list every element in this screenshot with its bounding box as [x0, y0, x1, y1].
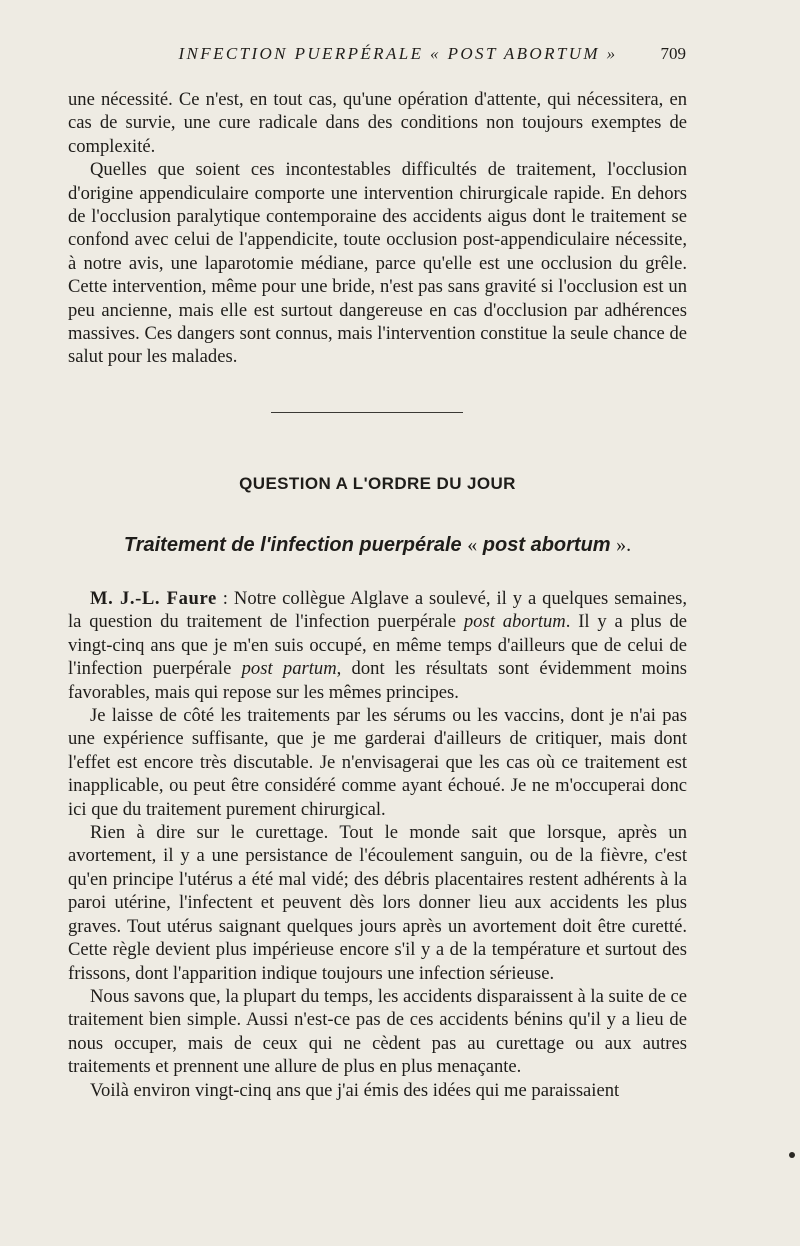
- paragraph: Quelles que soient ces incontestables difficultés de traitement, l'occlusion d'origine appendiculaire comporte une intervention chirurgicale rapide. En dehors de l'occlusion paralytique contemporaine des accidents aigus dont le traitement se confond avec celui de l'appendicite, toute occlusion post-appendiculaire nécessite, à notre avis, une laparotomie médiane, parce qu'elle est une occlusion du grêle. Cette intervention, même pour une bride, n'est pas sans gravité si l'occlusion est un peu ancienne, mais elle est surtout dangereuse en cas d'occlusion par adhérences massives. Ces dangers sont connus, mais l'intervention constitue la seule chance de salut pour les malades.: [68, 159, 687, 368]
- page-number: 709: [660, 44, 686, 63]
- paragraph-text: : Notre collègue Alglave a soulevé, il y a quelques semaines, la question du traitement de l'infection puerpérale: [68, 588, 687, 633]
- paragraph-text: , dont les résultats sont évidemment moins favorables, mais qui repose sur les mêmes principes.: [68, 658, 687, 703]
- paragraph-text: . Il y a plus de vingt-cinq ans que je m'en suis occupé, en même temps d'ailleurs que de celui de l'infection puerpérale: [68, 611, 687, 680]
- preceding-article-text: [68, 88, 687, 369]
- article-title-quote-open: «: [467, 534, 478, 556]
- running-head: [68, 44, 688, 70]
- speaker-name: M. J.-L. Faure: [90, 588, 217, 609]
- paragraph: Voilà environ vingt-cinq ans que j'ai émis des idées qui me paraissaient: [90, 1079, 620, 1101]
- paragraph: Nous savons que, la plupart du temps, les accidents disparaissent à la suite de ce traitement bien simple. Aussi n'est-ce pas de ces accidents bénins qu'il y a lieu de nous occuper, mais de ceux qui ne cèdent pas au curettage ou aux autres traitements et prennent une allure de plus en plus menaçante.: [68, 985, 687, 1078]
- article-body: [68, 587, 687, 1102]
- article-title-quote-close: ».: [616, 534, 632, 556]
- italic-term: post partum: [241, 658, 337, 680]
- article-title-quoted: post abortum: [482, 534, 611, 556]
- italic-term: post abortum: [463, 611, 566, 633]
- paragraph: une nécessité. Ce n'est, en tout cas, qu'une opération d'attente, qui nécessitera, en cas de survie, une cure radicale dans des conditions non toujours exemptes de complexité.: [68, 89, 687, 157]
- paragraph: Je laisse de côté les traitements par les sérums ou les vaccins, dont je n'ai pas une expérience suffisante, que je me garderai d'ailleurs de critiquer, mais dont l'effet est encore très discutable. Je n'envisagerai que les cas où ce traitement est inapplicable, ou peut être considéré comme ayant échoué. Je ne m'occuperai donc ici que du traitement purement chirurgical.: [68, 705, 687, 820]
- section-separator-rule: [271, 412, 463, 413]
- speaker-paragraph: [68, 587, 687, 704]
- article-title-main: Traitement de l'infection puerpérale: [123, 534, 462, 556]
- paragraph: Rien à dire sur le curettage. Tout le monde sait que lorsque, après un avortement, il y a une persistance de l'écoulement sanguin, ou de la fièvre, c'est qu'en principe l'utérus a été mal vidé; des débris placentaires restent adhérents à la paroi utérine, l'infectent et peuvent dès lors donner lieu aux accidents les plus graves. Tout utérus saignant quelques jours après un avortement doit être curetté. Cette règle devient plus impérieuse encore s'il y a de la température et surtout des frissons, dont l'apparition indique toujours une infection sérieuse.: [68, 822, 687, 984]
- margin-ink-dot: [789, 1152, 795, 1158]
- article-title: [68, 534, 687, 557]
- running-title: INFECTION PUERPÉRALE « POST ABORTUM »: [178, 44, 618, 63]
- section-heading: QUESTION A L'ORDRE DU JOUR: [239, 474, 516, 493]
